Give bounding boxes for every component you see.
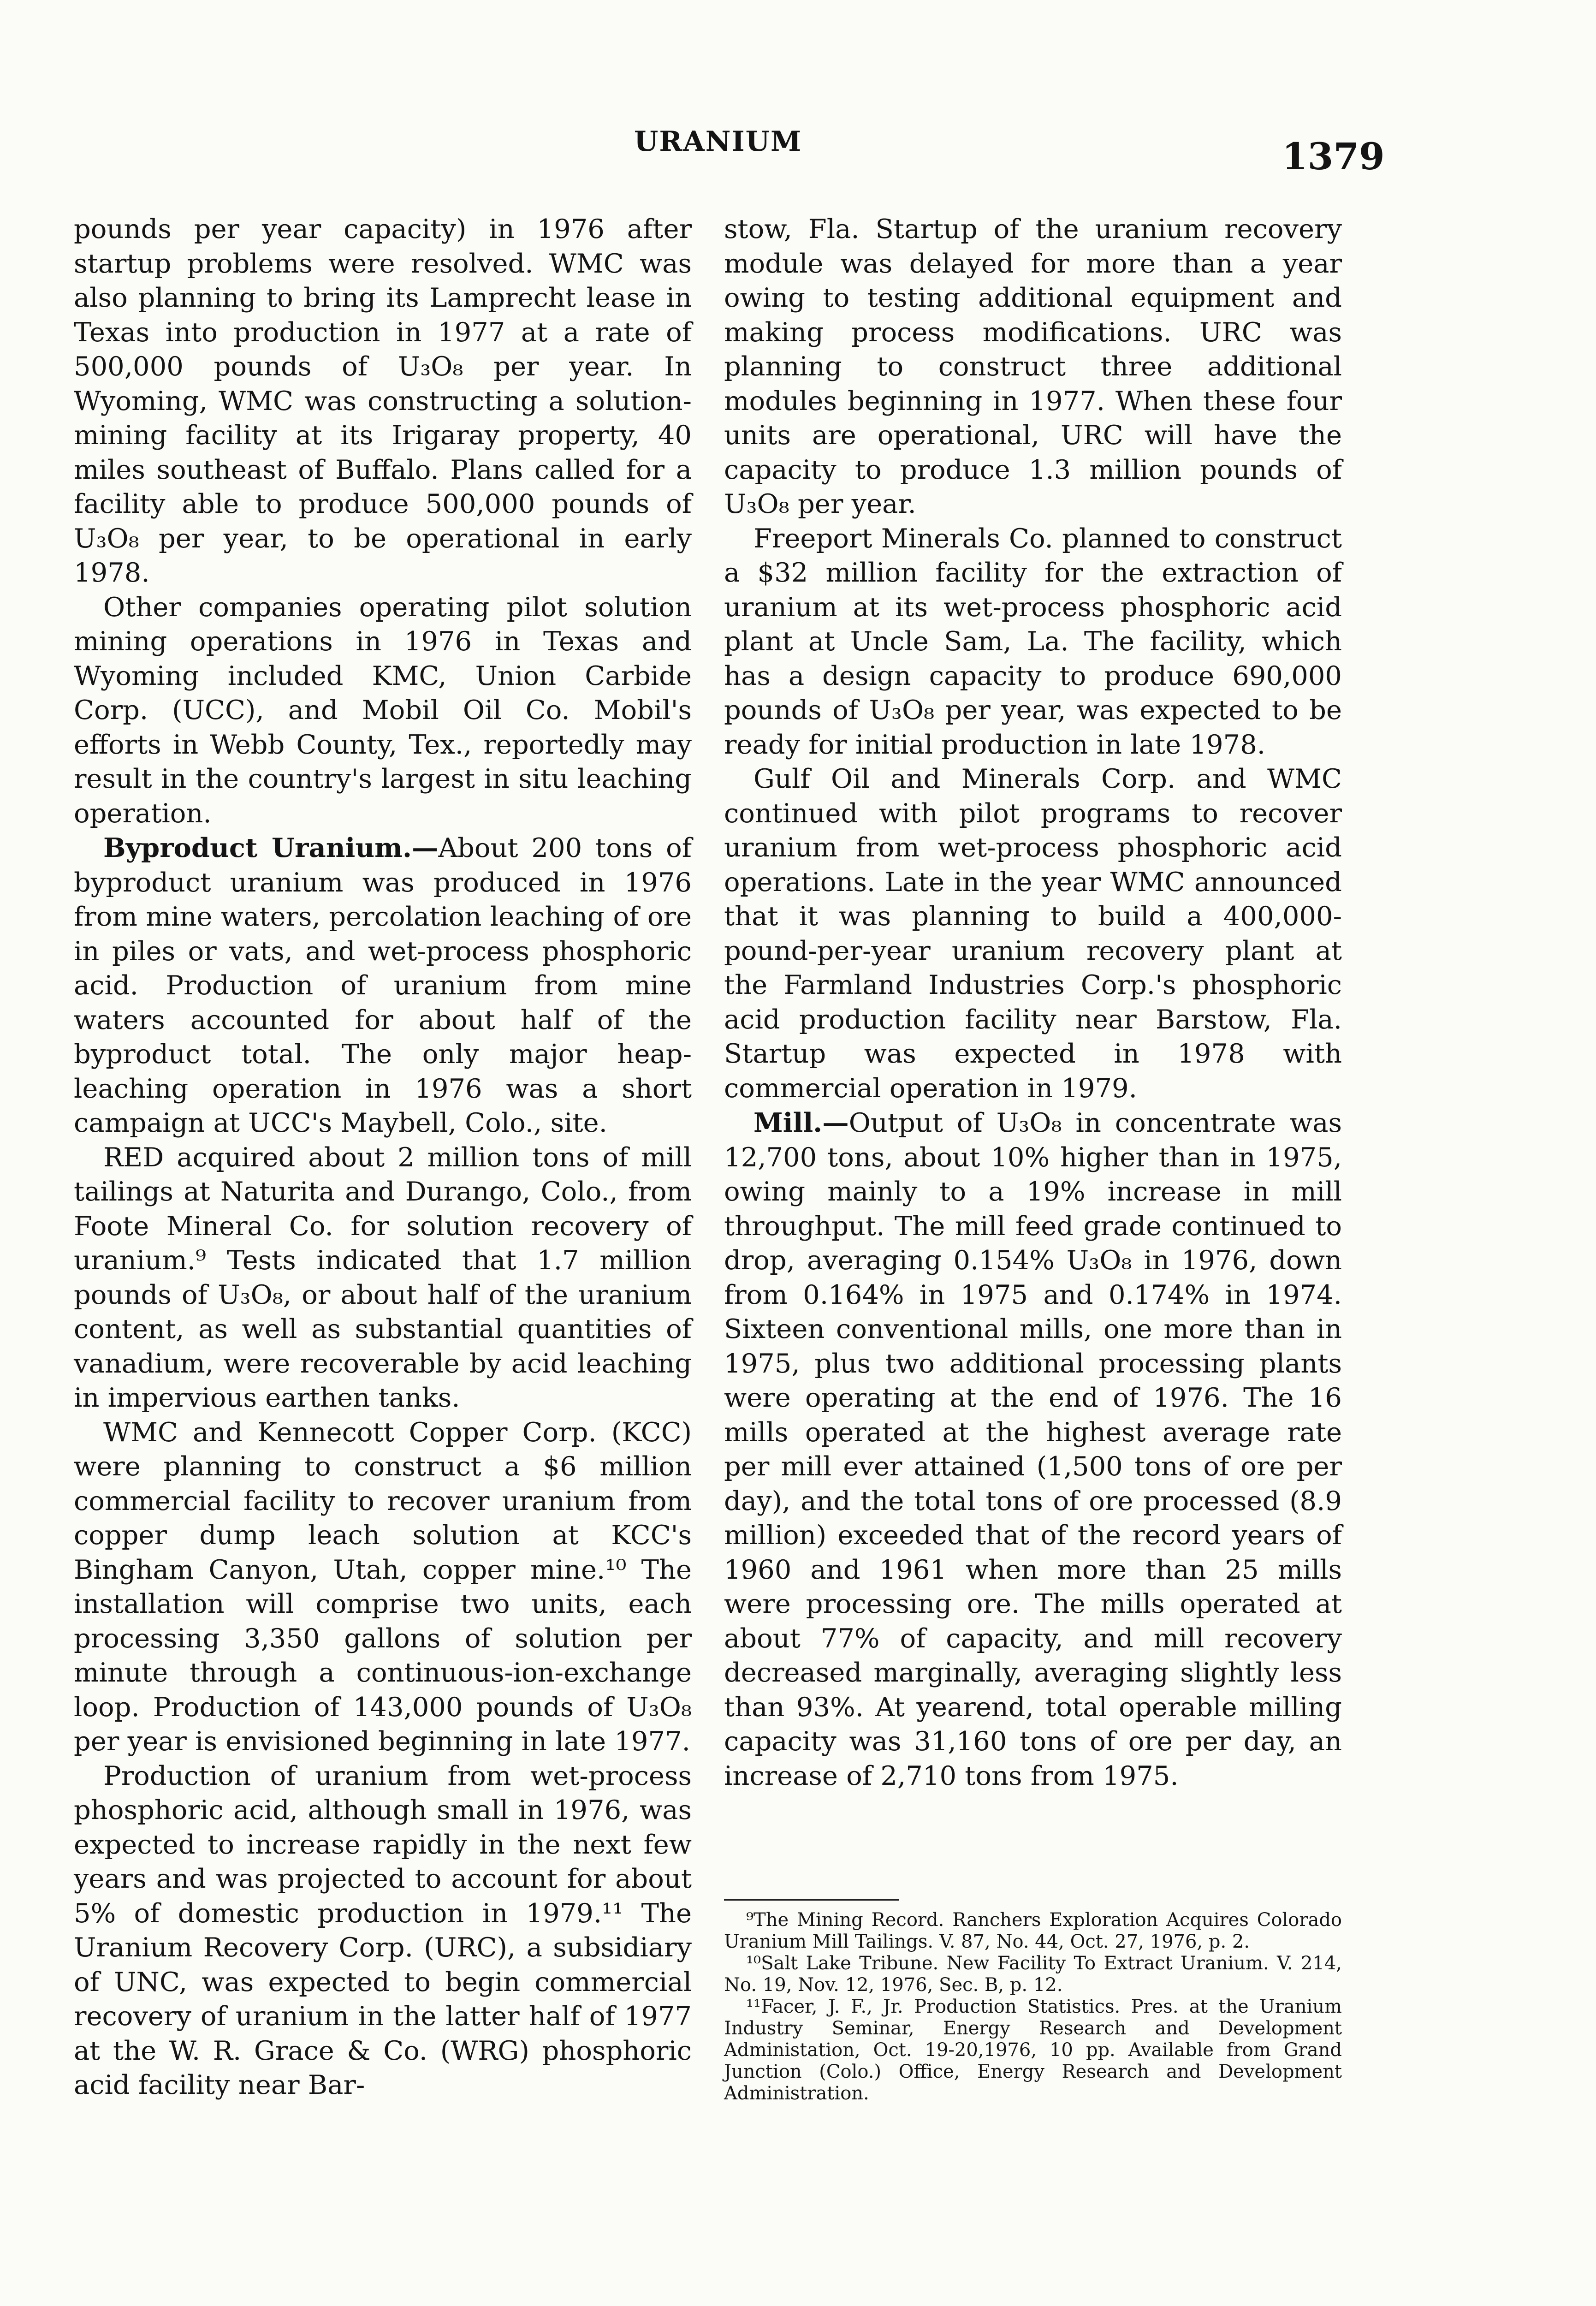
paragraph-mill (724, 1105, 1342, 1793)
page-number: 1379 (1282, 135, 1385, 178)
paragraph: stow, Fla. Startup of the uranium recovery module was delayed for more than a year owing to testing additional equipment and making process modifications. URC was planning to construct three additional modules beginning in 1977. When these four units are operational, URC will have the capacity to produce 1.3 million pounds of U₃O₈ per year. (724, 214, 1342, 519)
paragraph: pounds per year capacity) in 1976 after startup problems were resolved. WMC was also planning to bring its Lamprecht lease in Texas into production in 1977 at a rate of 500,000 pounds of U₃O₈ per year. In Wyoming, WMC was constructing a solution-mining facility at its Irigaray property, 40 miles southeast of Buffalo. Plans called for a facility able to produce 500,000 pounds of U₃O₈ per year, to be operational in early 1978. (74, 214, 692, 588)
right-column (724, 212, 1342, 1793)
paragraph-byproduct-uranium (74, 831, 692, 1141)
footnote-9: ⁹The Mining Record. Ranchers Exploration Acquires Colorado Uranium Mill Tailings. V. 87, No. 44, Oct. 27, 1976, p. 2. (724, 1909, 1342, 1952)
footnote-rule (724, 1899, 899, 1901)
footnote-11: ¹¹Facer, J. F., Jr. Production Statistics. Pres. at the Uranium Industry Seminar, Energy Research and Development Administation, Oct. 19-20,1976, 10 pp. Available from Grand Junction (Colo.) Office, Energy Research and Development Administration. (724, 1996, 1342, 2104)
paragraph-text: About 200 tons of byproduct uranium was produced in 1976 from mine waters, percolation leaching of ore in piles or vats, and wet-process phosphoric acid. Production of uranium from mine waters accounted for about half of the byproduct total. The only major heap-leaching operation in 1976 was a short campaign at UCC's Maybell, Colo., site. (74, 832, 692, 1138)
page-header (0, 116, 1596, 181)
section-heading-byproduct-uranium: Byproduct Uranium.— (103, 832, 439, 863)
paragraph-text: Output of U₃O₈ in concentrate was 12,700 tons, about 10% higher than in 1975, owing mainly to a 19% increase in mill throughput. The mill feed grade continued to drop, averaging 0.154% U₃O₈ in 1976, down from 0.164% in 1975 and 0.174% in 1974. Sixteen conventional mills, one more than in 1975, plus two additional processing plants were operating at the end of 1976. The 16 mills operated at the highest average rate per mill ever attained (1,500 tons of ore per day), and the total tons of ore processed (8.9 million) exceeded that of the record years of 1960 and 1961 when more than 25 mills were processing ore. The mills operated at about 77% of capacity, and mill recovery decreased marginally, averaging slightly less than 93%. At yearend, total operable milling capacity was 31,160 tons of ore per day, an increase of 2,710 tons from 1975. (724, 1107, 1342, 1791)
section-heading-mill: Mill.— (754, 1107, 849, 1138)
footnote-10: ¹⁰Salt Lake Tribune. New Facility To Extract Uranium. V. 214, No. 19, Nov. 12, 1976, Sec. B, p. 12. (724, 1953, 1342, 1996)
footnotes (724, 1909, 1342, 2104)
paragraph: Gulf Oil and Minerals Corp. and WMC continued with pilot programs to recover uranium from wet-process phosphoric acid operations. Late in the year WMC announced that it was planning to build a 400,000-pound-per-year uranium recovery plant at the Farmland Industries Corp.'s phosphoric acid production facility near Barstow, Fla. Startup was expected in 1978 with commercial operation in 1979. (724, 763, 1342, 1104)
paragraph: Production of uranium from wet-process phosphoric acid, although small in 1976, was expected to increase rapidly in the next few years and was projected to account for about 5% of domestic production in 1979.¹¹ The Uranium Recovery Corp. (URC), a subsidiary of UNC, was expected to begin commercial recovery of uranium in the latter half of 1977 at the W. R. Grace & Co. (WRG) phosphoric acid facility near Bar- (74, 1760, 692, 2100)
paragraph: Other companies operating pilot solution mining operations in 1976 in Texas and Wyoming included KMC, Union Carbide Corp. (UCC), and Mobil Oil Co. Mobil's efforts in Webb County, Tex., reportedly may result in the country's largest in situ leaching operation. (74, 591, 692, 829)
paragraph: RED acquired about 2 million tons of mill tailings at Naturita and Durango, Colo., from Foote Mineral Co. for solution recovery of uranium.⁹ Tests indicated that 1.7 million pounds of U₃O₈, or about half of the uranium content, as well as substantial quantities of vanadium, were recoverable by acid leaching in impervious earthen tanks. (74, 1141, 692, 1413)
paragraph: Freeport Minerals Co. planned to construct a $32 million facility for the extraction of uranium at its wet-process phosphoric acid plant at Uncle Sam, La. The facility, which has a design capacity to produce 690,000 pounds of U₃O₈ per year, was expected to be ready for initial production in late 1978. (724, 523, 1342, 760)
left-column (74, 212, 692, 2103)
running-title: URANIUM (634, 125, 802, 158)
paragraph: WMC and Kennecott Copper Corp. (KCC) were planning to construct a $6 million commercial facility to recover uranium from copper dump leach solution at KCC's Bingham Canyon, Utah, copper mine.¹⁰ The installation will comprise two units, each processing 3,350 gallons of solution per minute through a continuous-ion-exchange loop. Production of 143,000 pounds of U₃O₈ per year is envisioned beginning in late 1977. (74, 1416, 692, 1757)
